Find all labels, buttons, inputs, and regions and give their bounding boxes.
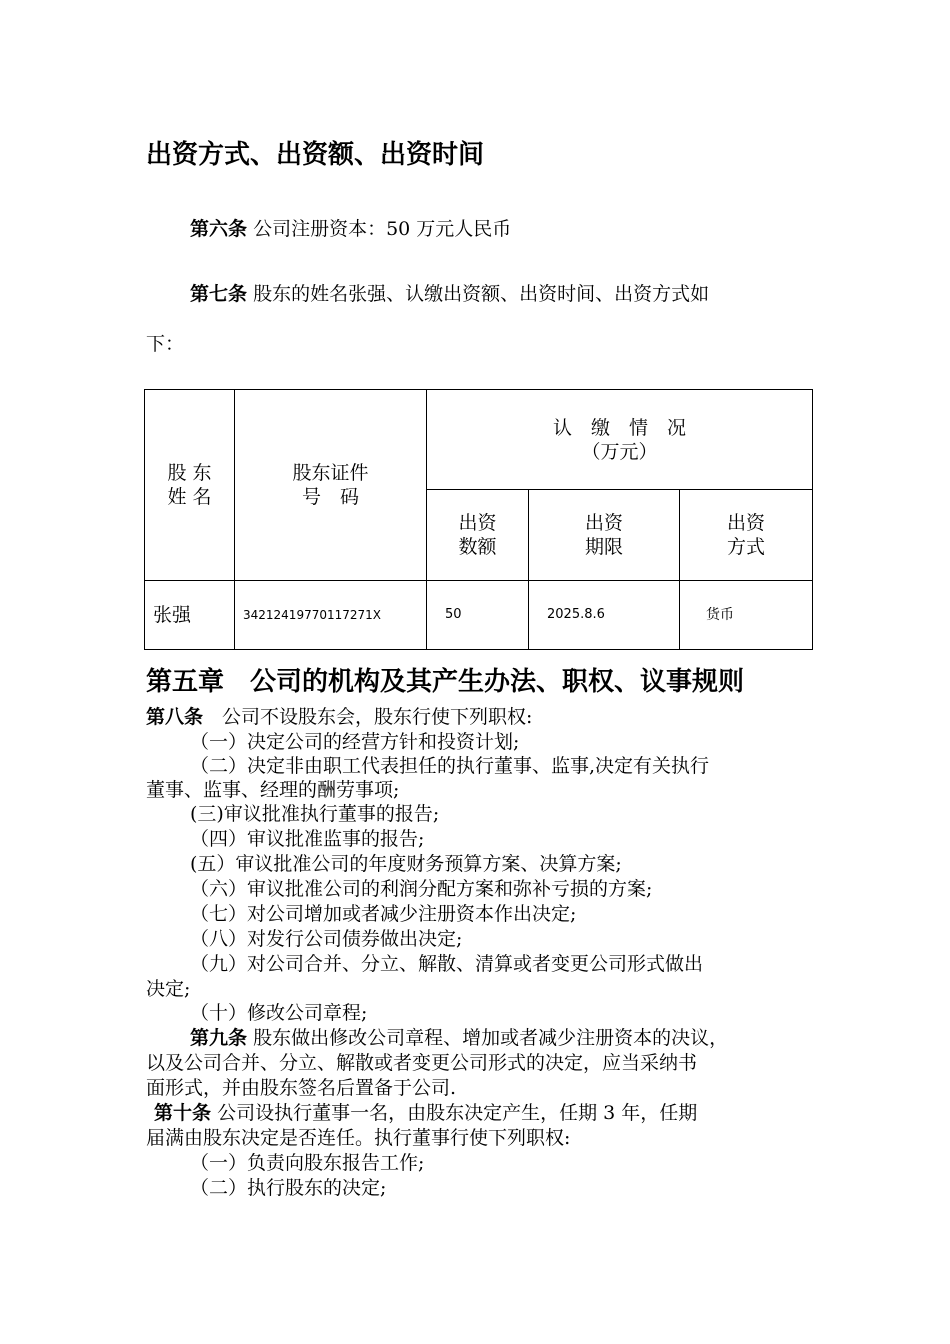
article-8-item: 董事、监事、经理的酬劳事项; [146,779,400,801]
article-9-text-line1: 股东做出修改公司章程、增加或者减少注册资本的决议， [253,1027,729,1049]
article-10-item: （二）执行股东的决定; [190,1177,387,1199]
article-8-item: 决定; [146,978,191,1000]
header-shareholder-name: 股 东 姓 名 [145,390,235,581]
cell-period: 2025.8.6 [529,581,680,650]
cell-id: 34212419770117271X [235,581,427,650]
header-id-number: 股东证件 号 码 [235,390,427,581]
cell-method: 货币 [680,581,813,650]
article-8-item: （四）审议批准监事的报告; [190,828,425,850]
article-10-item: （一）负责向股东报告工作; [190,1152,425,1174]
table-row [145,581,813,650]
article-8-item: （十）修改公司章程; [190,1002,368,1024]
article-6-text: 公司注册资本：50 万元人民币 [253,218,512,240]
article-8-item: (五）审议批准公司的年度财务预算方案、决算方案; [190,853,622,875]
cell-name: 张强 [145,581,235,650]
cell-amount: 50 [427,581,529,650]
article-8-item: （二）决定非由职工代表担任的执行董事、监事,决定有关执行 [190,755,710,777]
article-9-text-line2: 以及公司合并、分立、解散或者变更公司形式的决定，应当采纳书 [146,1052,698,1074]
capital-table [144,389,813,650]
article-8-item: (三)审议批准执行董事的报告; [190,803,440,825]
article-7-text-line2: 下： [146,333,185,355]
article-10-text-line1: 公司设执行董事一名，由股东决定产生，任期 3 年，任期 [217,1102,698,1124]
article-7-label: 第七条 [190,283,248,305]
article-8-item: （九）对公司合并、分立、解散、清算或者变更公司形式做出 [190,953,704,975]
article-10-label: 第十条 [154,1102,212,1124]
chapter-5-heading: 第五章 公司的机构及其产生办法、职权、议事规则 [146,667,745,697]
article-6-label: 第六条 [190,218,248,240]
header-amount: 出资 数额 [427,490,529,581]
article-9-line1 [190,1023,728,1050]
article-7 [190,279,709,306]
article-10-line1 [154,1098,697,1125]
article-6 [190,214,511,241]
article-8-item: （八）对发行公司债券做出决定; [190,928,463,950]
article-8-intro [146,702,532,729]
article-7-text-line1: 股东的姓名张强、认缴出资额、出资时间、出资方式如 [253,283,710,305]
article-8-intro-text: 公司不设股东会，股东行使下列职权: [203,706,533,728]
article-8-item: （七）对公司增加或者减少注册资本作出决定; [190,903,577,925]
article-8-label: 第八条 [146,706,204,728]
article-10-text-line2: 届满由股东决定是否连任。执行董事行使下列职权: [146,1127,571,1149]
article-9-label: 第九条 [190,1027,248,1049]
section-heading: 出资方式、出资额、出资时间 [146,140,485,170]
article-8-item: （一）决定公司的经营方针和投资计划; [190,731,520,753]
article-9-text-line3: 面形式，并由股东签名后置备于公司. [146,1077,457,1099]
header-subscription: 认 缴 情 况 （万元） [427,390,813,490]
header-period: 出资 期限 [529,490,680,581]
header-method: 出资 方式 [680,490,813,581]
article-8-item: （六）审议批准公司的利润分配方案和弥补亏损的方案; [190,878,653,900]
